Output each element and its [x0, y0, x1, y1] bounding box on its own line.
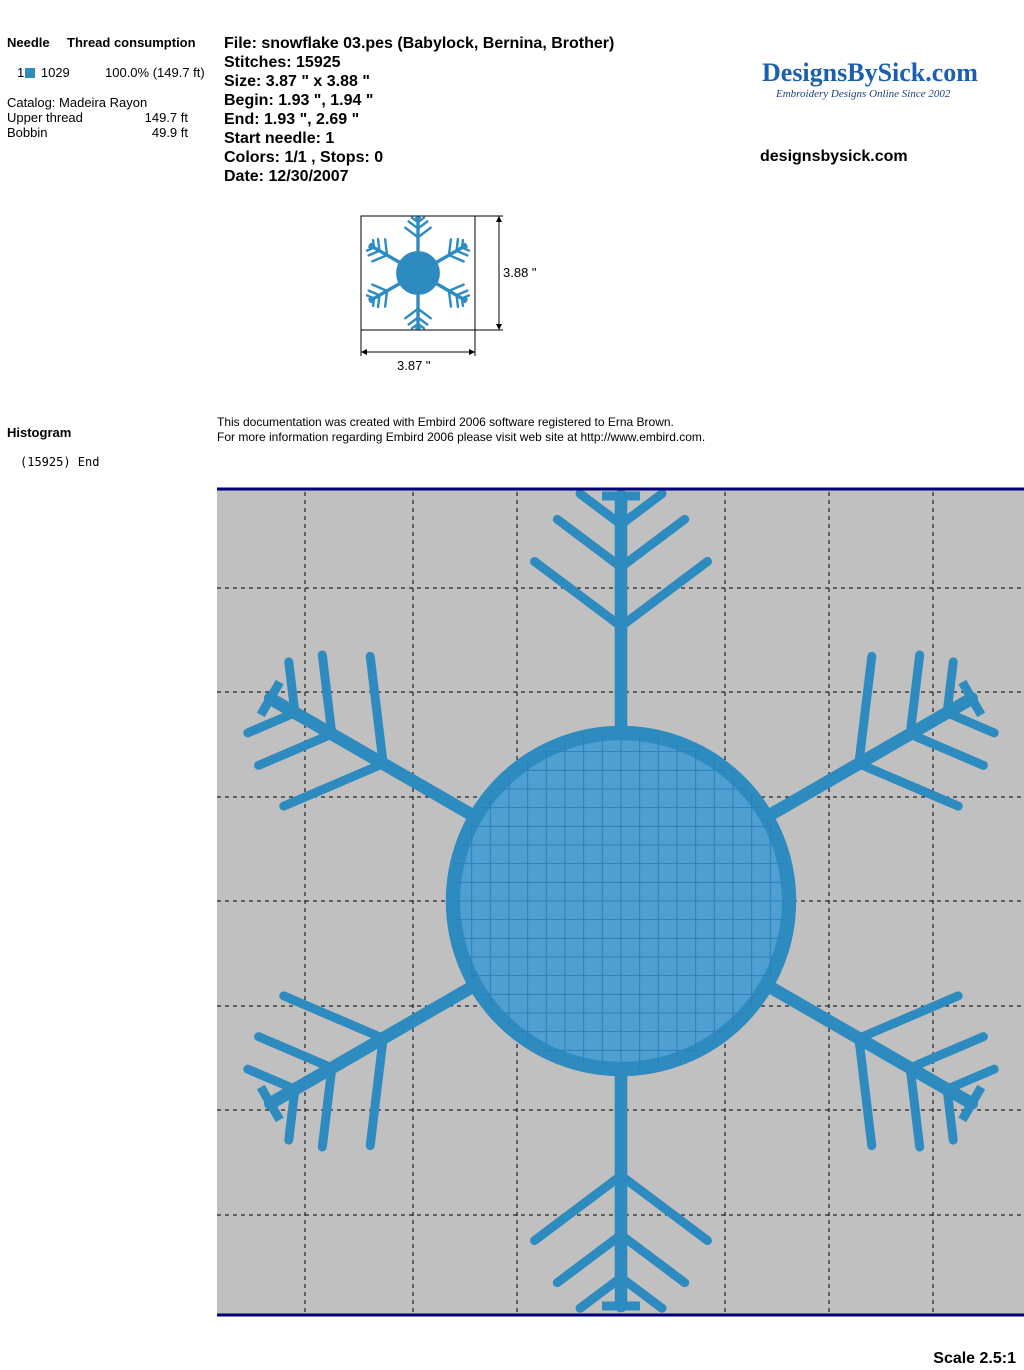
snowflake-branch: [457, 295, 458, 307]
thread-consumption-header: Thread consumption: [67, 35, 196, 50]
histogram-title: Histogram: [7, 425, 72, 440]
start-needle: Start needle: 1: [224, 130, 335, 147]
thread-color-swatch: [25, 68, 35, 78]
snowflake-branch: [378, 239, 379, 251]
thread-row: [17, 65, 70, 80]
snowflake-branch: [947, 662, 953, 713]
histogram-entry: (15925) End: [20, 455, 100, 469]
needle-header: Needle: [7, 35, 50, 50]
thumbnail-height-label: 3.88 ": [503, 265, 537, 280]
upper-thread-label: Upper thread: [7, 110, 83, 125]
credits-line-2: For more information regarding Embird 2006 please visit web site at http://www.embird.com.: [217, 430, 706, 444]
bobbin-value: 49.9 ft: [151, 125, 188, 140]
design-canvas: [217, 487, 1024, 1317]
needle-number: 1: [17, 65, 25, 80]
design-date: Date: 12/30/2007: [224, 168, 349, 185]
catalog-label: Catalog: Madeira Rayon: [7, 95, 148, 110]
colors-stops: Colors: 1/1 , Stops: 0: [224, 149, 384, 166]
site-url: designsbysick.com: [760, 148, 908, 165]
logo: [762, 58, 978, 88]
snowflake-branch: [373, 298, 374, 306]
snowflake-branch: [947, 1089, 953, 1140]
snowflake-center: [398, 253, 438, 293]
thumbnail-width-label: 3.87 ": [397, 358, 431, 373]
thread-consumption-value: 100.0% (149.7 ft): [105, 65, 205, 80]
bobbin-label: Bobbin: [7, 125, 48, 140]
file-name: File: snowflake 03.pes (Babylock, Bernina, Brother): [224, 35, 615, 52]
snowflake-branch: [462, 240, 463, 248]
begin-position: Begin: 1.93 ", 1.94 ": [224, 92, 374, 109]
design-info: [224, 34, 614, 186]
credits-line-1: This documentation was created with Embird 2006 software registered to Erna Brown.: [217, 415, 674, 429]
stitch-count: Stitches: 15925: [224, 54, 341, 71]
logo-text: DesignsBySick.com: [762, 58, 978, 87]
scale-label: Scale 2.5:1: [933, 1350, 1016, 1367]
snowflake-branch: [378, 295, 379, 307]
end-position: End: 1.93 ", 2.69 ": [224, 111, 360, 128]
snowflake-branch: [457, 239, 458, 251]
design-thumbnail: [355, 210, 555, 380]
thread-code: 1029: [40, 65, 70, 80]
snowflake-branch: [289, 1089, 295, 1140]
upper-thread-value: 149.7 ft: [144, 110, 188, 125]
snowflake-branch: [289, 662, 295, 713]
logo-tagline: Embroidery Designs Online Since 2002: [776, 88, 951, 100]
design-size: Size: 3.87 " x 3.88 ": [224, 73, 370, 90]
